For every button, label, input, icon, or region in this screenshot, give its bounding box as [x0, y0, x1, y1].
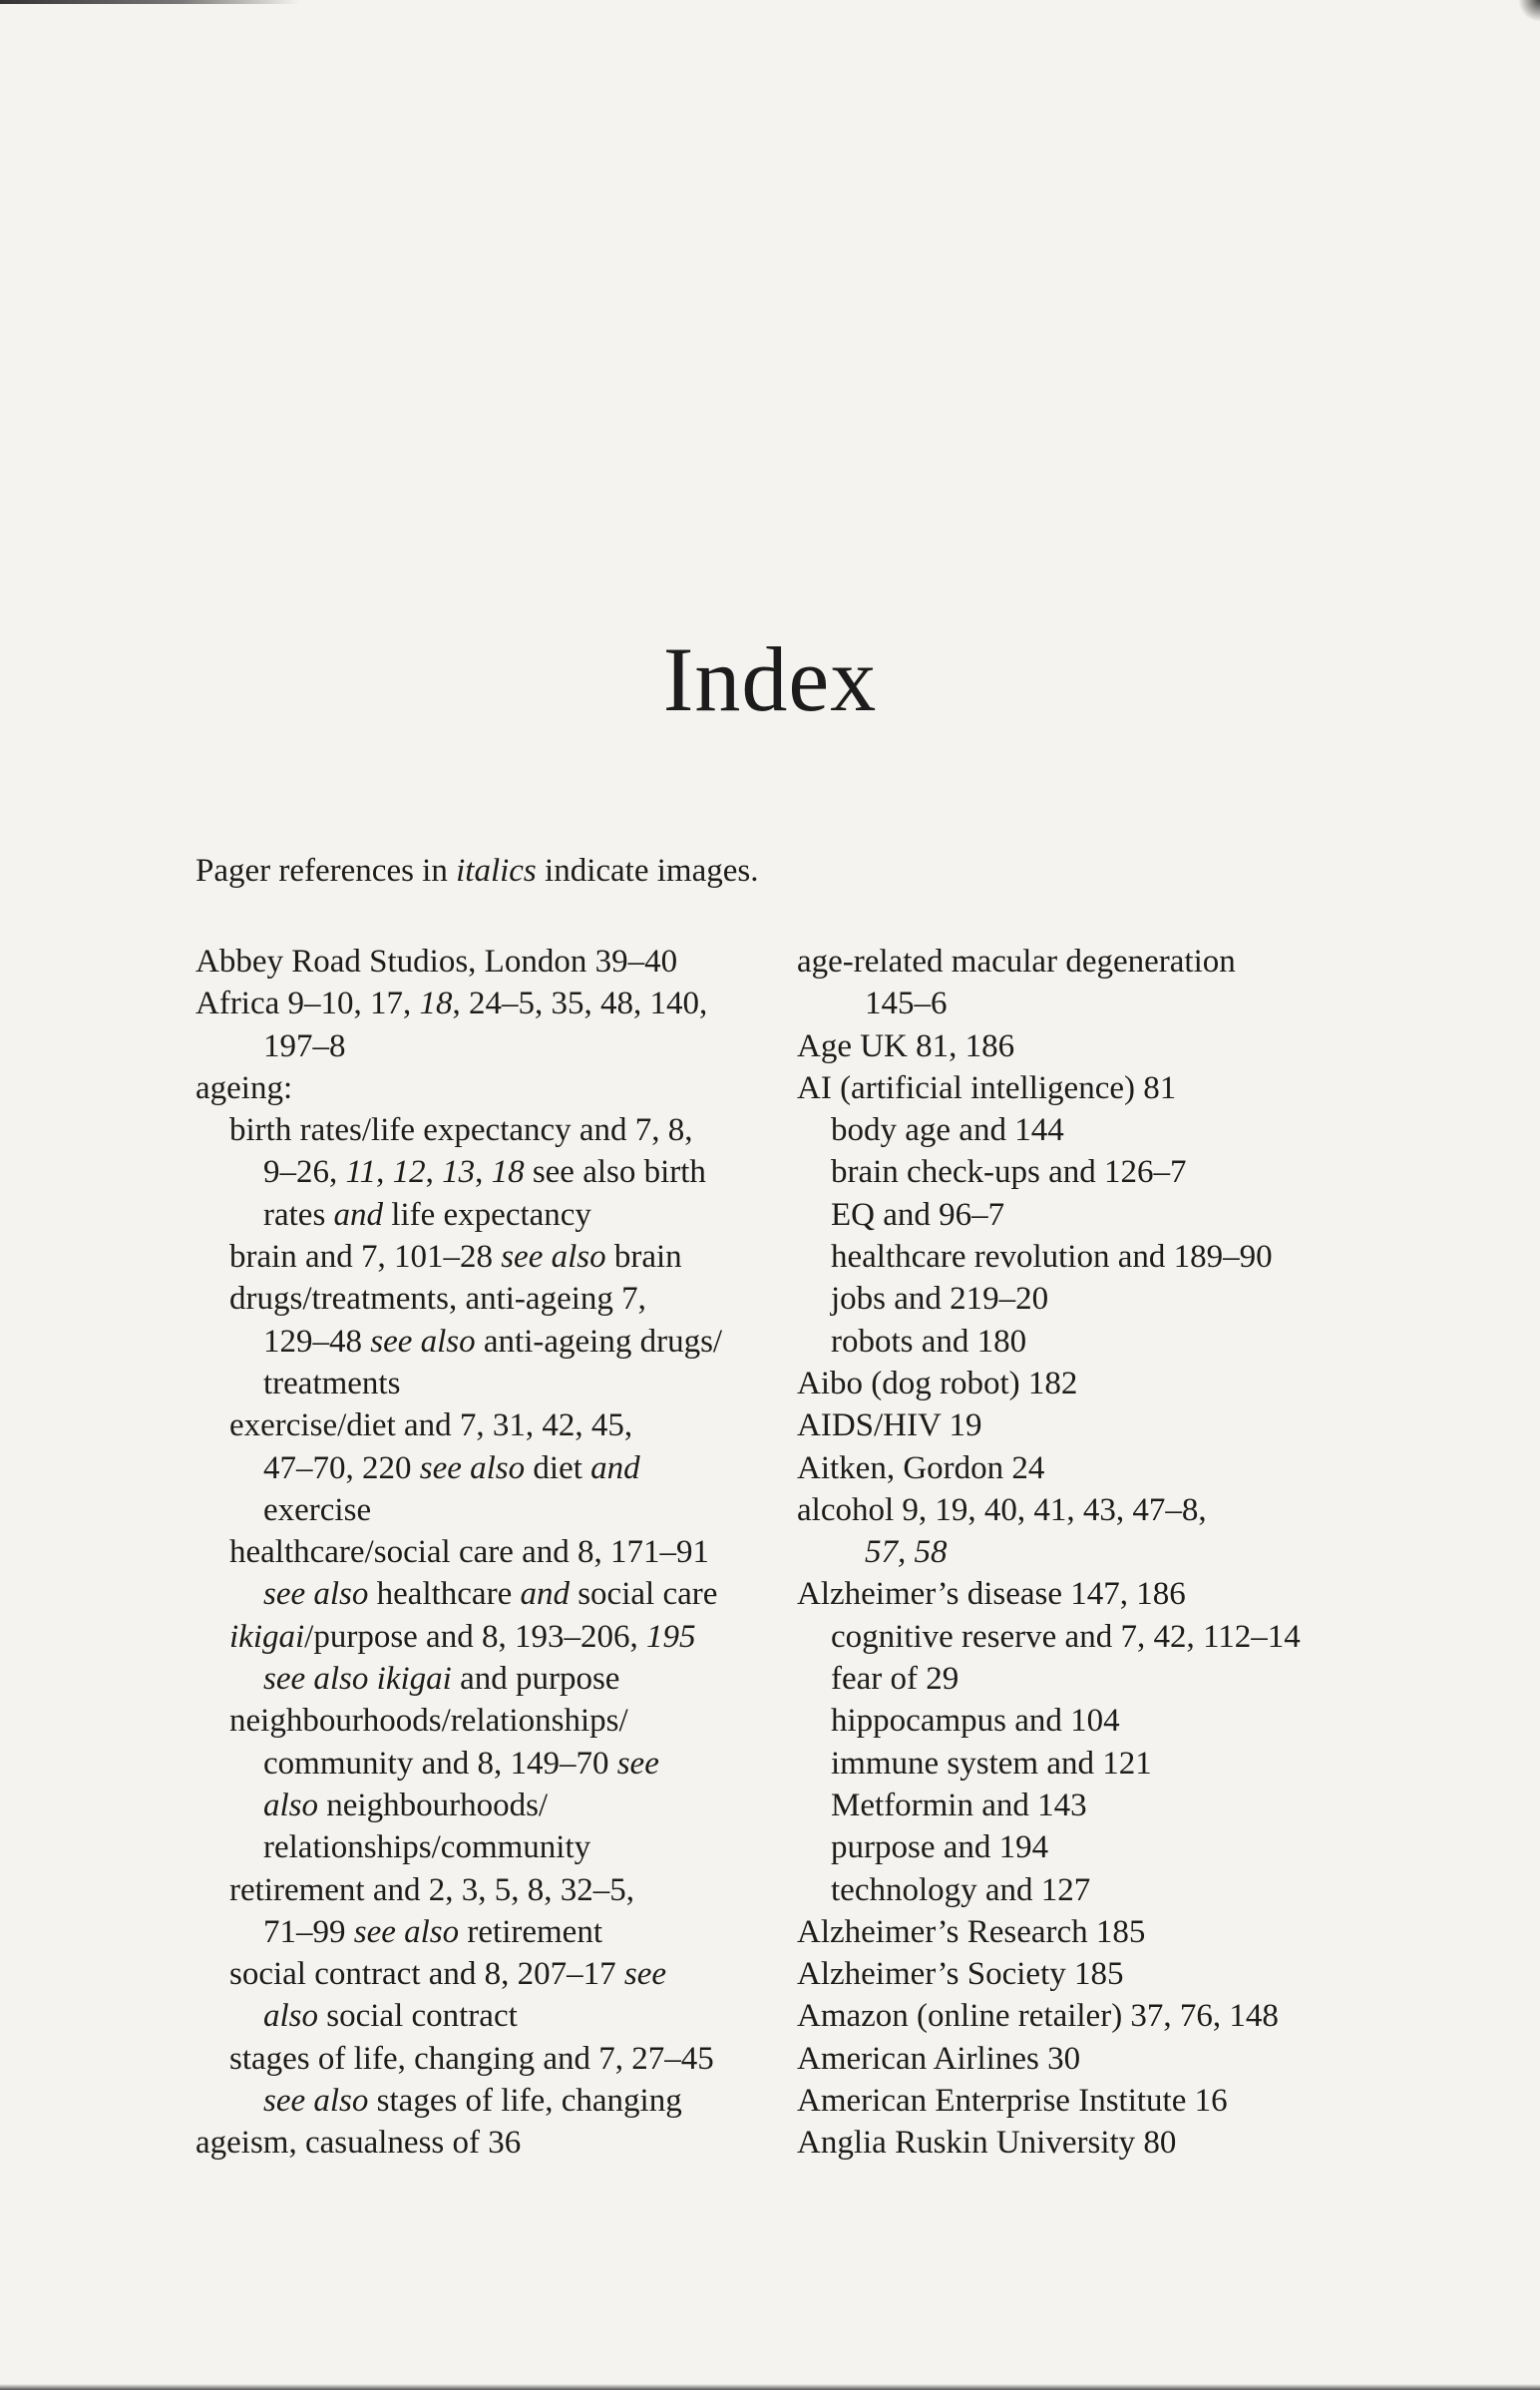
index-entry-text: age-related macular degeneration [797, 944, 1236, 980]
index-entry-line [195, 1109, 784, 1151]
index-entry-line [797, 1743, 1355, 1785]
index-entry-line [797, 1278, 1355, 1320]
index-entry-line [195, 1869, 784, 1911]
index-entry-text: technology and 127 [831, 1871, 1091, 1908]
index-entry-text: /purpose and 8, 193–206, [304, 1618, 646, 1655]
index-entry-text: , [425, 1154, 443, 1191]
index-note-after: indicate images. [536, 853, 759, 889]
index-entry-text: neighbourhoods/ [318, 1787, 549, 1823]
index-entry-text: body age and 144 [831, 1112, 1064, 1149]
index-entry-line [797, 1109, 1355, 1151]
index-entry-italic-text: see also [353, 1913, 460, 1950]
index-entry-italic-text: 57, 58 [865, 1534, 948, 1571]
index-entry-text: healthcare revolution and 189–90 [831, 1239, 1273, 1276]
index-entry-text: Age UK 81, 186 [797, 1027, 1015, 1064]
index-entry-text: brain [605, 1239, 682, 1276]
index-entry-text: drugs/treatments, anti-ageing 7, [229, 1281, 646, 1318]
index-entry-line [195, 983, 784, 1024]
index-entry-text: birth rates/life expectancy and 7, 8, [229, 1112, 693, 1149]
index-entry-line [195, 1785, 784, 1826]
index-entry-line [195, 1404, 784, 1446]
index-entry-text: , 24–5, 35, 48, 140, [452, 986, 708, 1022]
index-entry-text: AIDS/HIV 19 [797, 1407, 982, 1444]
index-entry-text: 47–70, 220 [263, 1449, 420, 1486]
index-entry-line [797, 2080, 1355, 2122]
index-entry-line [797, 1447, 1355, 1489]
index-column-left [195, 941, 784, 2165]
index-entry-text: 9–26, [263, 1154, 346, 1191]
index-entry-text: retirement and 2, 3, 5, 8, 32–5, [229, 1871, 634, 1908]
index-entry-italic-text: see also [501, 1239, 606, 1276]
index-entry-line [797, 1489, 1355, 1531]
index-entry-line [195, 1194, 784, 1236]
index-entry-line [195, 1151, 784, 1193]
index-entry-italic-text: and [590, 1449, 640, 1486]
index-entry-line [797, 1573, 1355, 1615]
index-entry-line [797, 1404, 1355, 1446]
index-column-right [797, 941, 1355, 2165]
index-entry-italic-text: see also ikigai [263, 1661, 452, 1698]
index-entry-line [195, 941, 784, 983]
index-entry-text: jobs and 219–20 [831, 1281, 1049, 1318]
index-entry-line [797, 1321, 1355, 1363]
index-entry-text: ageing: [195, 1069, 293, 1106]
index-entry-line [797, 1616, 1355, 1658]
index-entry-line [797, 1785, 1355, 1826]
index-entry-line [797, 2038, 1355, 2080]
index-note-italic: italics [456, 853, 537, 889]
index-entry-text: immune system and 121 [831, 1745, 1152, 1782]
index-entry-text: purpose and 194 [831, 1829, 1049, 1866]
index-entry-line [195, 1911, 784, 1953]
index-entry-text: EQ and 96–7 [831, 1196, 1005, 1233]
index-note-before: Pager references in [195, 853, 457, 889]
index-entry-text: brain and 7, 101–28 [229, 1239, 502, 1276]
index-entry-line [797, 983, 1355, 1024]
index-entry-text: see also birth [524, 1154, 706, 1191]
index-entry-line [195, 2122, 784, 2164]
index-entry-text: fear of 29 [831, 1661, 960, 1698]
index-entry-line [195, 1321, 784, 1363]
index-entry-text: ageism, casualness of 36 [195, 2125, 522, 2162]
index-entry-line [195, 1489, 784, 1531]
index-entry-line [797, 1826, 1355, 1868]
index-entry-line [797, 1995, 1355, 2037]
page-title: Index [662, 628, 878, 730]
index-entry-text: treatments [263, 1365, 401, 1401]
index-entry-text: Alzheimer’s disease 147, 186 [797, 1576, 1186, 1613]
index-entry-line [195, 2038, 784, 2080]
index-entry-text: and purpose [451, 1661, 620, 1698]
scan-shadow-corner [1518, 0, 1540, 22]
index-entry-text: retirement [459, 1913, 602, 1950]
index-entry-text: brain check-ups and 126–7 [831, 1154, 1187, 1191]
index-entry-italic-text: 12 [392, 1154, 426, 1191]
index-entry-line [195, 1953, 784, 1995]
index-entry-line [195, 1447, 784, 1489]
index-entry-line [797, 1658, 1355, 1700]
index-entry-text: cognitive reserve and 7, 42, 112–14 [831, 1618, 1301, 1655]
index-entry-line [195, 1743, 784, 1785]
index-entry-line [195, 1363, 784, 1404]
index-entry-text: Aibo (dog robot) 182 [797, 1365, 1078, 1401]
index-entry-text: social contract and 8, 207–17 [229, 1956, 624, 1993]
index-entry-text: relationships/community [263, 1829, 591, 1866]
index-entry-line [797, 1363, 1355, 1404]
index-entry-italic-text: 11 [345, 1154, 377, 1191]
index-entry-text: community and 8, 149–70 [263, 1745, 617, 1782]
index-entry-italic-text: see also [263, 1576, 369, 1613]
index-entry-line [797, 1911, 1355, 1953]
index-entry-italic-text: also [263, 1787, 319, 1823]
index-entry-text: Anglia Ruskin University 80 [797, 2125, 1177, 2162]
index-entry-line [195, 1573, 784, 1615]
index-entry-text: , [475, 1154, 492, 1191]
index-entry-line [797, 1700, 1355, 1742]
index-entry-line [797, 1869, 1355, 1911]
index-entry-text: stages of life, changing and 7, 27–45 [229, 2040, 714, 2077]
scan-shadow-bottom [0, 2384, 1540, 2390]
index-entry-line [195, 1025, 784, 1067]
index-entry-text: 71–99 [263, 1913, 354, 1950]
index-entry-line [195, 1995, 784, 2037]
index-entry-italic-text: ikigai [229, 1618, 305, 1655]
index-entry-line [195, 1658, 784, 1700]
index-entry-text: healthcare/social care and 8, 171–91 [229, 1534, 710, 1571]
index-entry-line [797, 1194, 1355, 1236]
index-entry-line [195, 2080, 784, 2122]
index-entry-text: , [376, 1154, 393, 1191]
index-entry-text: anti-ageing drugs/ [475, 1323, 723, 1360]
index-entry-line [797, 941, 1355, 983]
index-entry-text: Abbey Road Studios, London 39–40 [195, 944, 678, 980]
index-entry-text: American Enterprise Institute 16 [797, 2083, 1228, 2120]
index-entry-line [797, 1236, 1355, 1278]
index-entry-italic-text: also [263, 1998, 319, 2035]
index-entry-italic-text: see also [263, 2083, 369, 2120]
index-entry-text: social contract [318, 1998, 518, 2035]
index-entry-text: neighbourhoods/relationships/ [229, 1703, 628, 1740]
index-entry-text: 145–6 [865, 986, 948, 1022]
index-entry-italic-text: 13 [442, 1154, 476, 1191]
index-entry-italic-text: 18 [491, 1154, 525, 1191]
index-entry-line [797, 1151, 1355, 1193]
scan-shadow-top [0, 0, 299, 4]
index-entry-italic-text: 18 [419, 986, 453, 1022]
index-entry-text: Aitken, Gordon 24 [797, 1449, 1045, 1486]
index-entry-line [797, 1531, 1355, 1573]
index-entry-line [195, 1067, 784, 1109]
index-entry-line [195, 1700, 784, 1742]
index-entry-line [195, 1616, 784, 1658]
index-entry-text: Amazon (online retailer) 37, 76, 148 [797, 1998, 1279, 2035]
index-entry-text: Alzheimer’s Research 185 [797, 1913, 1146, 1950]
index-entry-line [797, 2122, 1355, 2164]
index-entry-text: Africa 9–10, 17, [195, 986, 420, 1022]
index-entry-text: AI (artificial intelligence) 81 [797, 1069, 1177, 1106]
index-entry-text: hippocampus and 104 [831, 1703, 1120, 1740]
index-entry-text: 197–8 [263, 1027, 346, 1064]
index-entry-line [797, 1025, 1355, 1067]
index-entry-text: rates [263, 1196, 334, 1233]
index-entry-italic-text: 195 [645, 1618, 696, 1655]
index-entry-text: American Airlines 30 [797, 2040, 1081, 2077]
index-entry-text: healthcare [368, 1576, 521, 1613]
index-entry-text: robots and 180 [831, 1323, 1027, 1360]
index-entry-text: life expectancy [383, 1196, 591, 1233]
index-entry-text: exercise/diet and 7, 31, 42, 45, [229, 1407, 633, 1444]
index-entry-line [195, 1236, 784, 1278]
index-entry-line [195, 1826, 784, 1868]
index-entry-text: stages of life, changing [368, 2083, 682, 2120]
index-entry-italic-text: see also [419, 1449, 526, 1486]
index-entry-text: 129–48 [263, 1323, 371, 1360]
index-entry-italic-text: and [520, 1576, 570, 1613]
index-entry-text: Metformin and 143 [831, 1787, 1087, 1823]
index-entry-italic-text: and [333, 1196, 384, 1233]
index-entry-italic-text: see also [370, 1323, 476, 1360]
index-note [195, 853, 758, 890]
index-entry-line [195, 1531, 784, 1573]
index-entry-line [195, 1278, 784, 1320]
index-entry-line [797, 1067, 1355, 1109]
index-entry-text: exercise [263, 1491, 372, 1528]
index-entry-text: alcohol 9, 19, 40, 41, 43, 47–8, [797, 1491, 1207, 1528]
index-entry-italic-text: see [623, 1956, 667, 1993]
index-entry-text: diet [525, 1449, 591, 1486]
index-entry-text: Alzheimer’s Society 185 [797, 1956, 1124, 1993]
index-entry-line [797, 1953, 1355, 1995]
index-entry-italic-text: see [616, 1745, 659, 1782]
index-entry-text: social care [569, 1576, 718, 1613]
